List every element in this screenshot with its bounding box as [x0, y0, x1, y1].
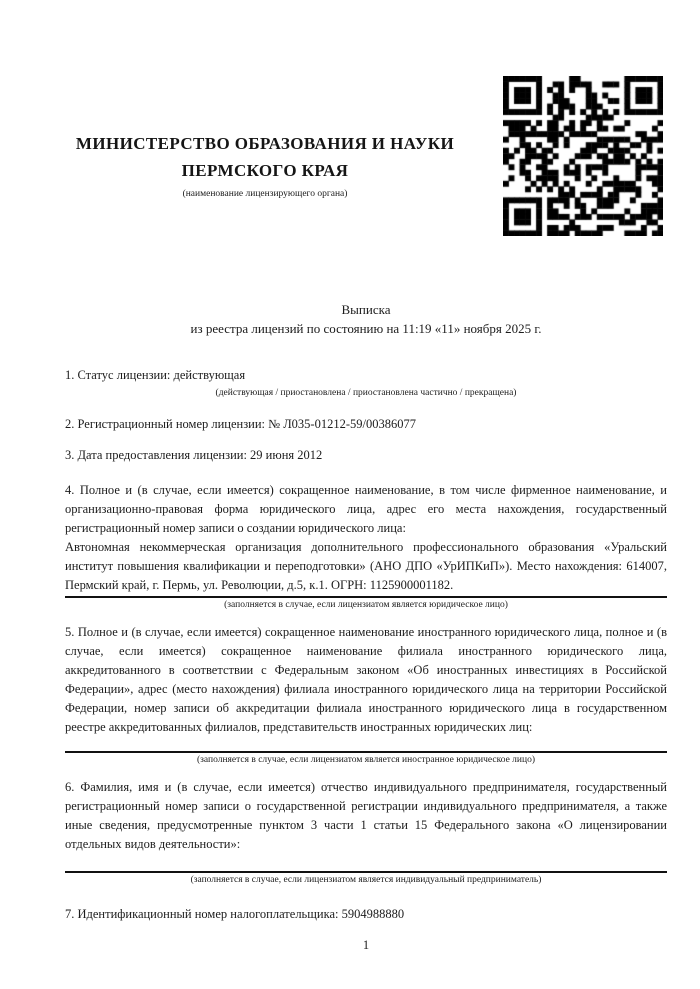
foreign-entity-caption: (заполняется в случае, если лицензиатом является иностранное юридическое лицо)	[197, 755, 535, 765]
qr-code-icon	[503, 76, 663, 236]
ministry-caption: (наименование лицензирующего органа)	[182, 189, 348, 199]
fill-in-line	[65, 751, 667, 753]
ministry-name	[40, 130, 490, 184]
entrepreneur-statement: 6. Фамилия, имя и (в случае, если имеется) отчество индивидуального предпринимателя, государственный регистрационный номер записи о государственной регистрации индивидуального предпринимателя, а также иные сведения, предусмотренные пунктом 3 части 1 статьи 15 Федерального закона «О лицензировании отдельных видов деятельности»:	[65, 780, 667, 851]
legal-entity-caption: (заполняется в случае, если лицензиатом является юридическое лицо)	[224, 600, 508, 610]
ministry-name-line1: МИНИСТЕРСТВО ОБРАЗОВАНИЯ И НАУКИ	[75, 134, 455, 153]
taxpayer-number-line: 7. Идентификационный номер налогоплательщика: 5904988880	[65, 907, 405, 921]
grant-date-line: 3. Дата предоставления лицензии: 29 июня 2012	[65, 448, 323, 462]
fill-in-line	[65, 596, 667, 598]
foreign-entity-statement: 5. Полное и (в случае, если имеется) сокращенное наименование иностранного юридического лица, полное и (в случае, если имеется) сокращенное наименование филиала иностранного юридического лица, аккредитованного в соответствии с Федеральным законом «Об иностранных инвестициях в Российской Федерации», адрес (место нахождения) филиала иностранного юридического лица на территории Российской Федерации, номер записи об аккредитации филиала иностранного юридического лица в государственном реестре аккредитованных филиалов, представительств иностранных юридических лиц:	[65, 625, 667, 734]
license-status-line: 1. Статус лицензии: действующая	[65, 368, 246, 382]
legal-entity-statement: 4. Полное и (в случае, если имеется) сокращенное наименование, в том числе фирменное наименование, и организационно-правовая форма юридического лица, адрес его места нахождения, государственный регистрационный номер записи о создании юридического лица:	[65, 483, 667, 535]
document-subtitle: из реестра лицензий по состоянию на 11:19 «11» ноября 2025 г.	[190, 321, 542, 336]
legal-entity-value: Автономная некоммерческая организация дополнительного профессионального образования «Уральский институт повышения квалификации и переподготовки» (АНО ДПО «УрИПКиП»). Место нахождения: 614007, Пермский край, г. Пермь, ул. Революции, д.5, к.1. ОГРН: 1125900001182.	[65, 540, 667, 592]
page-number: 1	[362, 938, 370, 952]
registration-number-line: 2. Регистрационный номер лицензии: № Л035-01212-59/00386077	[65, 417, 416, 431]
document-title: Выписка	[341, 302, 391, 317]
license-status-options-caption: (действующая / приостановлена / приостановлена частично / прекращена)	[215, 388, 517, 398]
fill-in-line	[65, 871, 667, 873]
entrepreneur-caption: (заполняется в случае, если лицензиатом является индивидуальный предприниматель)	[190, 875, 542, 885]
ministry-name-line2: ПЕРМСКОГО КРАЯ	[181, 161, 349, 180]
